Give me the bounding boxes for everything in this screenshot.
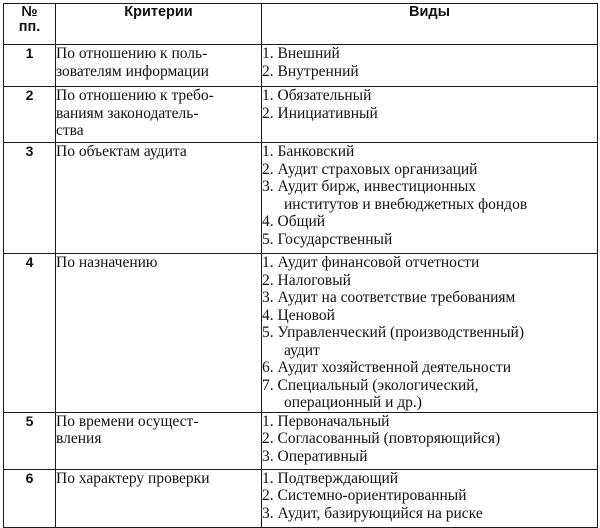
kinds-cell xyxy=(262,143,598,254)
kinds-cell xyxy=(262,469,598,527)
kind-item-text: 3. Оперативный xyxy=(262,447,368,465)
criterion-text-line: ваниям законодатель- xyxy=(56,104,199,122)
kind-item-text: 2. Согласованный (повторяющийся) xyxy=(262,430,501,447)
table-row xyxy=(4,254,598,413)
kinds-cell xyxy=(262,87,598,143)
kind-item xyxy=(262,178,597,213)
kinds-list xyxy=(262,87,597,122)
kind-item xyxy=(262,430,597,448)
kinds-cell xyxy=(262,45,598,87)
criteria-column-header: Критерии xyxy=(56,4,262,45)
kind-item xyxy=(262,448,597,466)
row-number: 5 xyxy=(4,412,56,469)
table-row xyxy=(4,469,598,527)
criterion-text-line: По назначению xyxy=(56,254,158,271)
table-row xyxy=(4,87,598,143)
kind-item-text: 3. Аудит бирж, инвестиционных xyxy=(262,178,477,195)
criterion-cell xyxy=(56,87,262,143)
criterion-text-line: По характеру проверки xyxy=(56,469,210,487)
kind-item xyxy=(262,272,597,290)
kind-item xyxy=(262,289,597,307)
criterion-text-line: зователям информации xyxy=(56,62,209,80)
kind-item-continuation: аудит xyxy=(284,341,320,359)
kind-item-text: 7. Специальный (экологический, xyxy=(262,376,479,394)
number-header-line-2: пп. xyxy=(18,19,41,35)
kind-item-text: 5. Управленческий (производственный) xyxy=(262,324,524,341)
kind-item xyxy=(262,254,597,272)
kind-item-text: 1. Внешний xyxy=(262,45,340,62)
kind-item-text: 2. Внутренний xyxy=(262,62,359,80)
kinds-list xyxy=(262,413,597,466)
criterion-cell xyxy=(56,254,262,413)
kind-item-text: 3. Аудит на соответствие требованиям xyxy=(262,289,516,306)
kinds-column-header: Виды xyxy=(262,4,598,45)
kinds-list xyxy=(262,254,597,412)
criterion-text-line: По отношению к требо- xyxy=(56,87,214,104)
table-row xyxy=(4,143,598,254)
kind-item-continuation: операционный и др.) xyxy=(284,394,422,411)
criterion-text-line: По отношению к поль- xyxy=(56,45,208,62)
kind-item xyxy=(262,413,597,431)
row-number: 1 xyxy=(4,45,56,87)
criterion-cell xyxy=(56,143,262,254)
table-row xyxy=(4,412,598,469)
kind-item-text: 1. Первоначальный xyxy=(262,412,390,430)
row-number: 6 xyxy=(4,469,56,527)
kind-item xyxy=(262,231,597,249)
kind-item-text: 1. Аудит финансовой отчетности xyxy=(262,254,480,271)
table-row xyxy=(4,45,598,87)
header-row xyxy=(4,4,598,45)
kind-item-text: 6. Аудит хозяйственной деятельности xyxy=(262,359,511,376)
row-number: 3 xyxy=(4,143,56,254)
kinds-cell xyxy=(262,254,598,413)
row-number: 2 xyxy=(4,87,56,143)
kind-item-text: 2. Аудит страховых организаций xyxy=(262,160,478,178)
kind-item-text: 2. Инициативный xyxy=(262,104,378,122)
kind-item xyxy=(262,161,597,179)
criterion-cell xyxy=(56,469,262,527)
kind-item-text: 2. Системно-ориентированный xyxy=(262,487,467,504)
criterion-cell xyxy=(56,45,262,87)
kind-item xyxy=(262,307,597,325)
kind-item-text: 3. Аудит, базирующийся на риске xyxy=(262,504,483,522)
table-body xyxy=(4,45,598,528)
kind-item-text: 1. Банковский xyxy=(262,143,355,160)
criterion-text-line: По времени осущест- xyxy=(56,412,199,430)
page xyxy=(3,3,597,522)
kind-item-text: 4. Ценовой xyxy=(262,306,335,324)
kind-item xyxy=(262,87,597,105)
kind-item xyxy=(262,505,597,523)
kinds-list xyxy=(262,45,597,80)
kind-item xyxy=(262,377,597,412)
kind-item xyxy=(262,487,597,505)
audit-types-table xyxy=(3,3,598,528)
criterion-text-line: ства xyxy=(56,122,84,139)
kind-item-text: 1. Подтверждающий xyxy=(262,469,399,487)
kind-item-text: 1. Обязательный xyxy=(262,87,372,104)
kind-item xyxy=(262,45,597,63)
table-header xyxy=(4,4,598,45)
kind-item xyxy=(262,324,597,359)
kind-item-continuation: институтов и внебюджетных фондов xyxy=(284,195,528,213)
kind-item xyxy=(262,470,597,488)
kind-item xyxy=(262,359,597,377)
kind-item xyxy=(262,143,597,161)
kind-item-text: 5. Государственный xyxy=(262,230,393,248)
number-column-header xyxy=(4,4,56,45)
kind-item-text: 2. Налоговый xyxy=(262,271,351,289)
kind-item xyxy=(262,63,597,81)
criterion-cell xyxy=(56,412,262,469)
kind-item xyxy=(262,213,597,231)
kind-item-text: 4. Общий xyxy=(262,213,326,230)
kinds-list xyxy=(262,470,597,523)
row-number: 4 xyxy=(4,254,56,413)
kinds-list xyxy=(262,143,597,248)
kinds-cell xyxy=(262,412,598,469)
criterion-text-line: вления xyxy=(56,430,102,447)
criterion-text-line: По объектам аудита xyxy=(56,143,187,160)
kind-item xyxy=(262,105,597,123)
number-header-line-1: № xyxy=(21,4,38,20)
